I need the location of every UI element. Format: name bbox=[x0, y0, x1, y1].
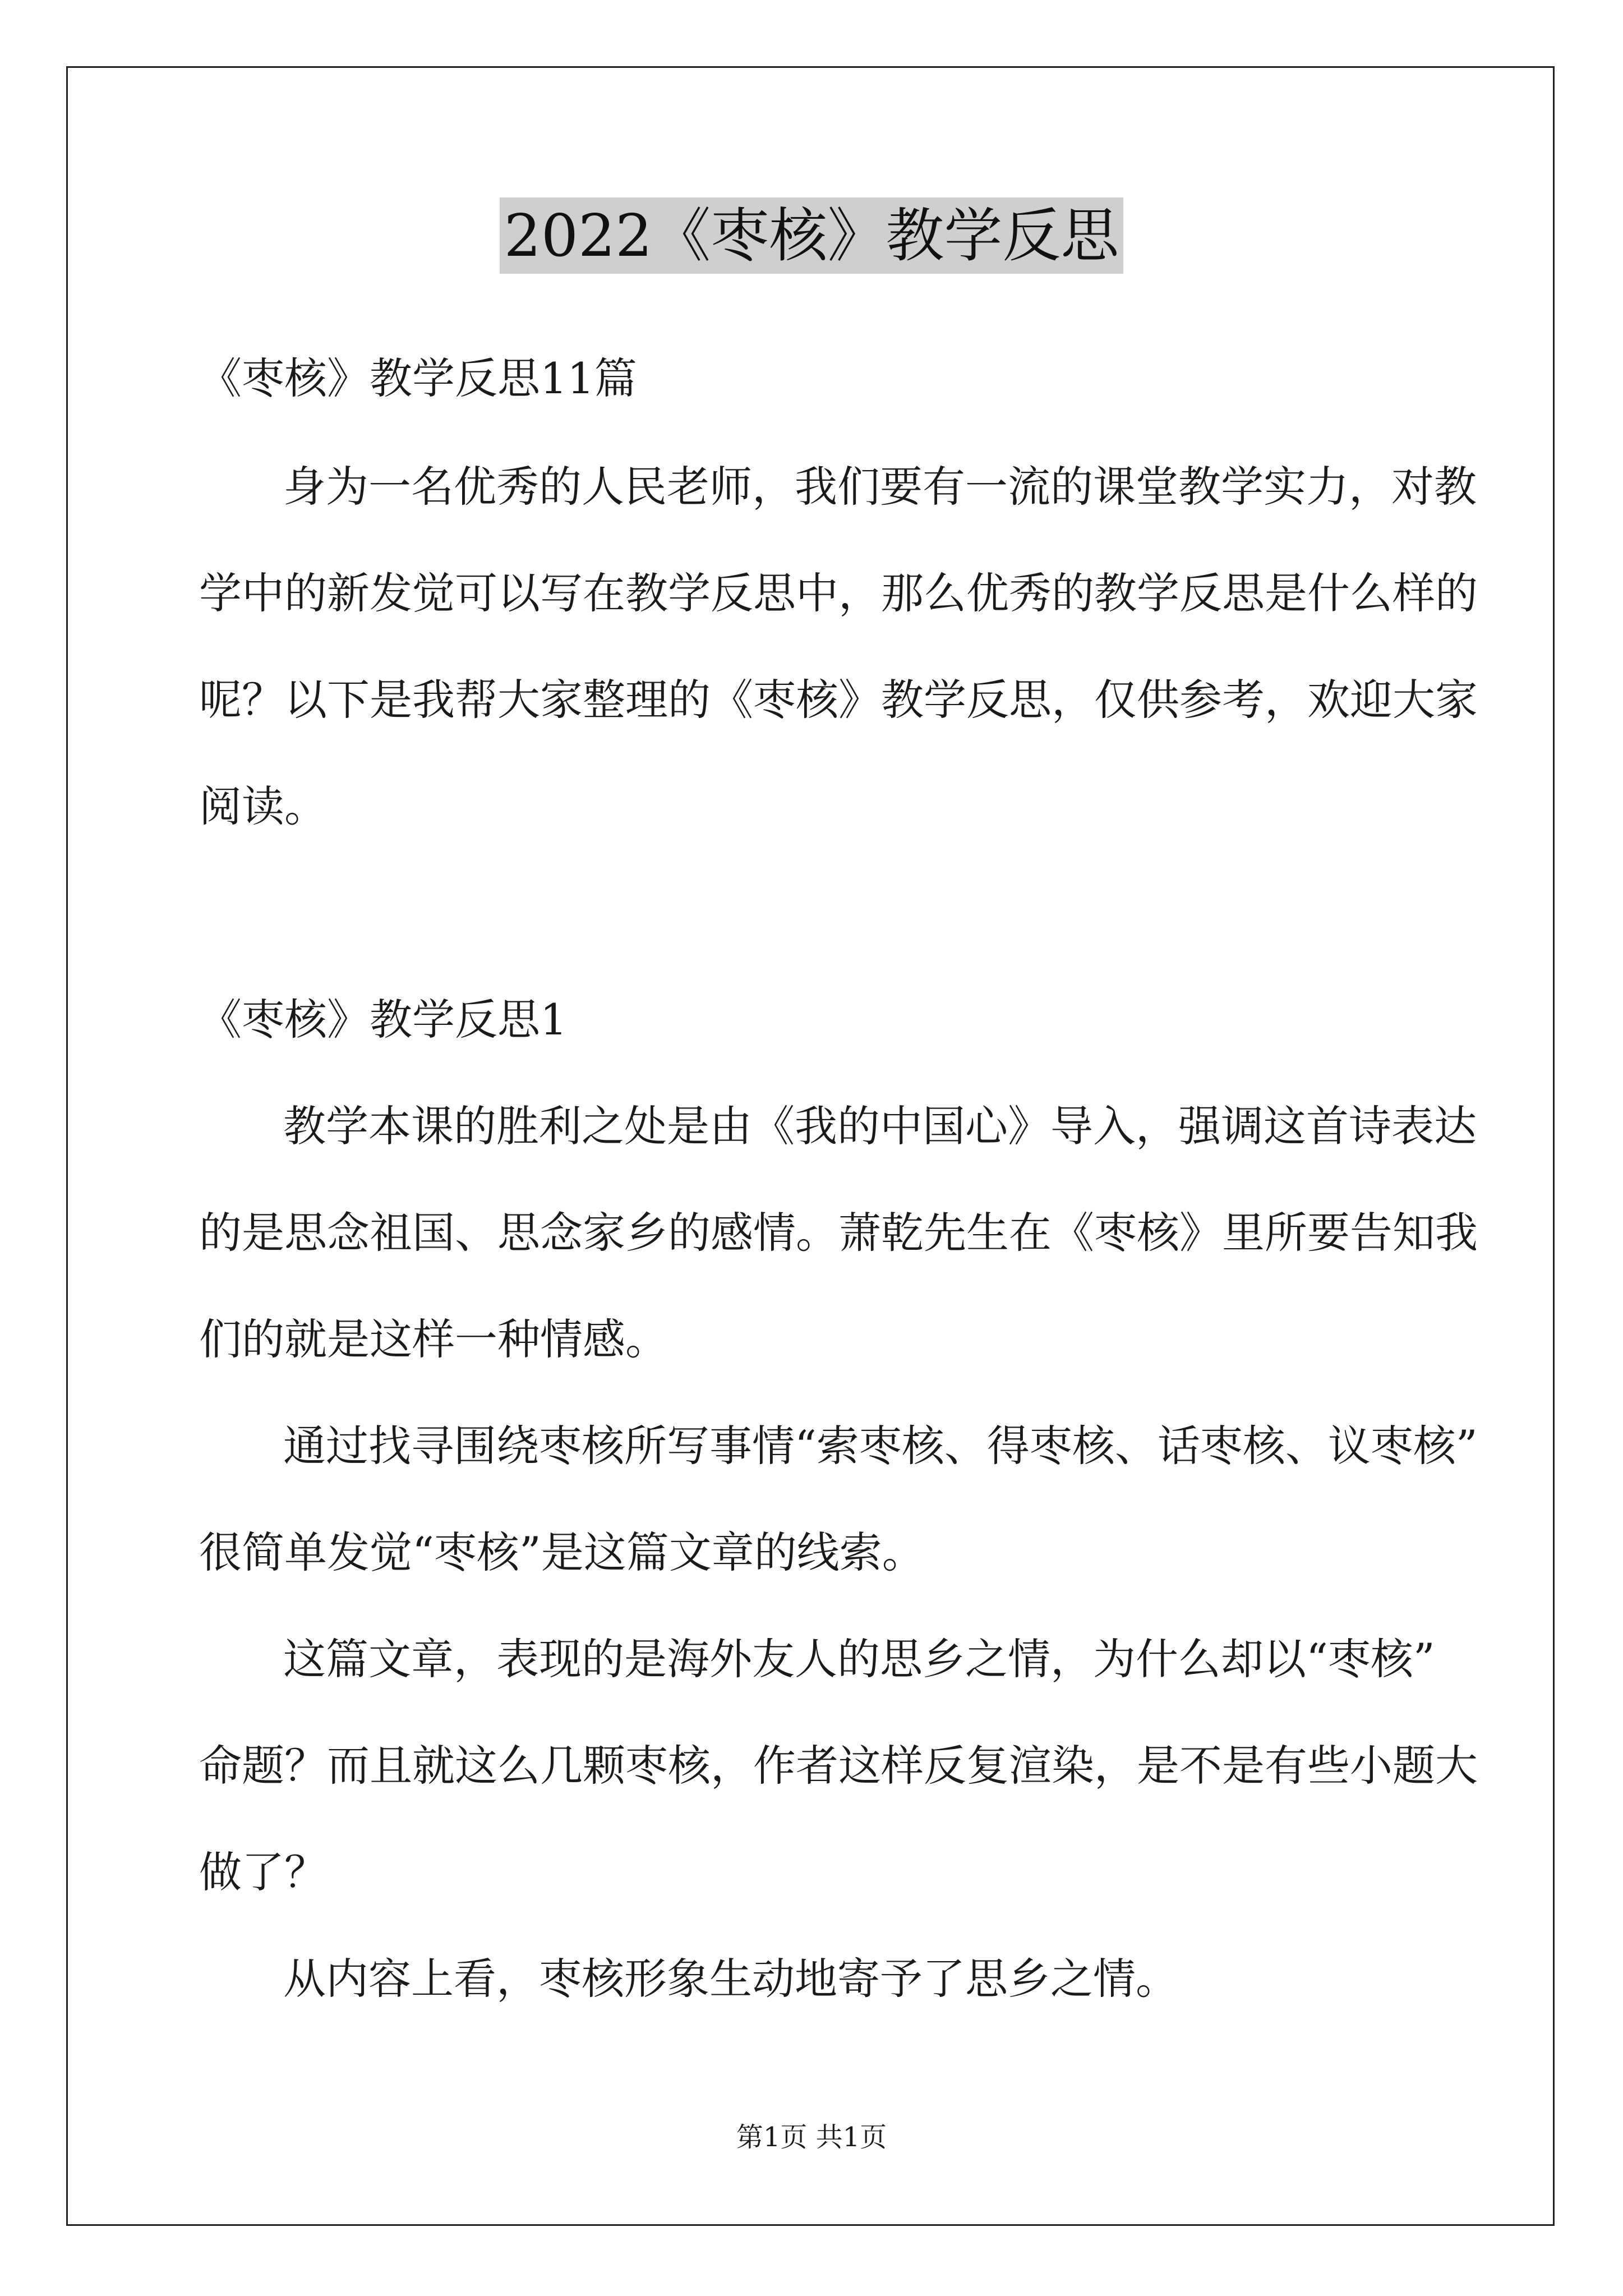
paragraph-line: 的是思念祖国、思念家乡的感情。萧乾先生在《枣核》里所要告知我 bbox=[199, 1208, 1478, 1258]
paragraph-line: 通过找寻围绕枣核所写事情“索枣核、得枣核、话枣核、议枣核” bbox=[283, 1421, 1478, 1471]
paragraph-line: 从内容上看，枣核形象生动地寄予了思乡之情。 bbox=[283, 1954, 1178, 2004]
paragraph-line: 做了？ bbox=[199, 1847, 327, 1897]
subtitle-line: 《枣核》教学反思11篇 bbox=[199, 353, 637, 403]
paragraph-line: 教学本课的胜利之处是由《我的中国心》导入，强调这首诗表达 bbox=[283, 1101, 1477, 1151]
paragraph-line: 命题？而且就这么几颗枣核，作者这样反复渲染，是不是有些小题大 bbox=[199, 1741, 1478, 1791]
paragraph-line: 很简单发觉“枣核”是这篇文章的线索。 bbox=[199, 1527, 925, 1577]
paragraph-line: 呢？以下是我帮大家整理的《枣核》教学反思，仅供参考，欢迎大家 bbox=[199, 675, 1478, 725]
paragraph-line: 们的就是这样一种情感。 bbox=[199, 1314, 668, 1364]
paragraph-line: 学中的新发觉可以写在教学反思中，那么优秀的教学反思是什么样的 bbox=[199, 568, 1478, 618]
document-title: 2022《枣核》教学反思 bbox=[500, 197, 1124, 274]
section-heading: 《枣核》教学反思1 bbox=[199, 995, 568, 1045]
paragraph-line: 身为一名优秀的人民老师，我们要有一流的课堂教学实力，对教 bbox=[283, 462, 1477, 512]
paragraph-line: 这篇文章，表现的是海外友人的思乡之情，为什么却以“枣核” bbox=[283, 1634, 1435, 1684]
page-footer: 第1页 共1页 bbox=[736, 2122, 887, 2153]
title-container bbox=[0, 197, 1623, 274]
paragraph-line: 阅读。 bbox=[199, 781, 327, 831]
